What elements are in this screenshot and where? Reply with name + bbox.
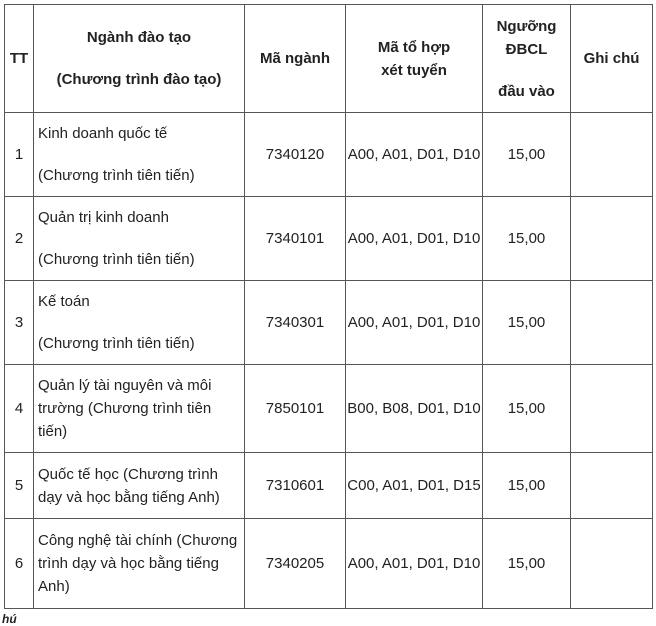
row-code: 7340205 xyxy=(245,519,346,609)
row-note xyxy=(571,453,653,519)
program-title: Quản trị kinh doanh xyxy=(38,209,169,226)
table-row xyxy=(5,519,653,609)
row-code: 7310601 xyxy=(245,453,346,519)
row-threshold: 15,00 xyxy=(483,197,571,281)
row-tt: 3 xyxy=(5,281,34,365)
row-code: 7850101 xyxy=(245,365,346,453)
row-combo: A00, A01, D01, D10 xyxy=(346,519,483,609)
header-combo: Mã tổ hợp xét tuyển xyxy=(346,5,483,113)
row-threshold: 15,00 xyxy=(483,281,571,365)
table-row xyxy=(5,365,653,453)
header-note: Ghi chú xyxy=(571,5,653,113)
program-title: Kế toán xyxy=(38,293,90,310)
row-combo: A00, A01, D01, D10 xyxy=(346,281,483,365)
row-program-name xyxy=(34,113,245,197)
footnote-fragment: hú xyxy=(2,612,17,626)
table-row xyxy=(5,453,653,519)
row-threshold: 15,00 xyxy=(483,365,571,453)
row-combo: A00, A01, D01, D10 xyxy=(346,197,483,281)
header-threshold-line2: ĐBCL xyxy=(505,40,548,58)
table-row xyxy=(5,197,653,281)
row-note xyxy=(571,197,653,281)
table-row xyxy=(5,113,653,197)
row-note xyxy=(571,519,653,609)
row-threshold: 15,00 xyxy=(483,519,571,609)
header-tt: TT xyxy=(5,5,34,113)
row-program-name xyxy=(34,197,245,281)
row-note xyxy=(571,113,653,197)
program-type: (Chương trình tiên tiến) xyxy=(38,251,195,268)
row-threshold: 15,00 xyxy=(483,113,571,197)
row-code: 7340301 xyxy=(245,281,346,365)
header-program-subtitle: (Chương trình đào tạo) xyxy=(56,71,222,88)
program-type: (Chương trình tiên tiến) xyxy=(38,335,195,352)
row-tt: 4 xyxy=(5,365,34,453)
row-tt: 5 xyxy=(5,453,34,519)
header-code: Mã ngành xyxy=(245,5,346,113)
row-combo: B00, B08, D01, D10 xyxy=(346,365,483,453)
admission-threshold-table xyxy=(4,4,653,609)
header-program xyxy=(34,5,245,113)
program-title: Kinh doanh quốc tế xyxy=(38,125,168,142)
header-threshold xyxy=(483,5,571,113)
table-row xyxy=(5,281,653,365)
row-code: 7340101 xyxy=(245,197,346,281)
row-program-name: Quốc tế học (Chương trình dạy và học bằng tiếng Anh) xyxy=(34,453,245,519)
header-threshold-line1: Ngưỡng xyxy=(496,17,557,35)
header-program-title: Ngành đào tạo xyxy=(86,29,192,46)
row-program-name: Quản lý tài nguyên và môi trường (Chương trình tiên tiến) xyxy=(34,365,245,453)
row-tt: 1 xyxy=(5,113,34,197)
row-threshold: 15,00 xyxy=(483,453,571,519)
row-combo: C00, A01, D01, D15 xyxy=(346,453,483,519)
header-row xyxy=(5,5,653,113)
row-tt: 6 xyxy=(5,519,34,609)
row-program-name xyxy=(34,281,245,365)
row-program-name: Công nghệ tài chính (Chương trình dạy và học bằng tiếng Anh) xyxy=(34,519,245,609)
row-tt: 2 xyxy=(5,197,34,281)
row-code: 7340120 xyxy=(245,113,346,197)
row-note xyxy=(571,365,653,453)
program-type: (Chương trình tiên tiến) xyxy=(38,167,195,184)
row-note xyxy=(571,281,653,365)
row-combo: A00, A01, D01, D10 xyxy=(346,113,483,197)
header-threshold-line3: đầu vào xyxy=(498,82,555,100)
